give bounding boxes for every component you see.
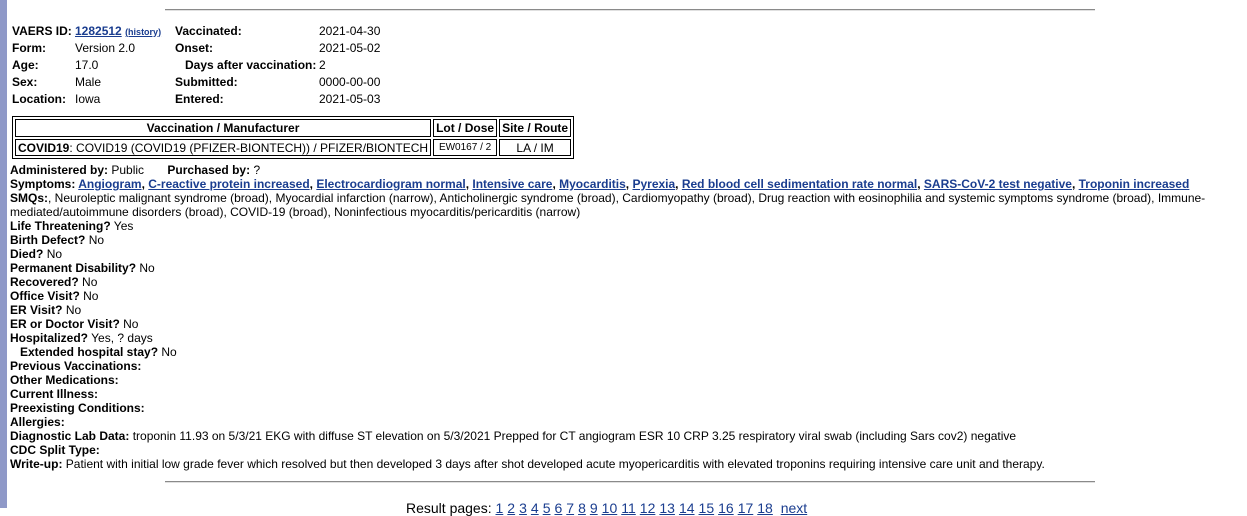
page-link[interactable]: 9 <box>589 500 598 516</box>
page-link[interactable]: 18 <box>757 500 773 516</box>
sex-label: Sex: <box>12 74 38 89</box>
onset-value: 2021-05-02 <box>319 40 381 55</box>
submitted-value: 0000-00-00 <box>319 74 381 89</box>
pager-label: Result pages: <box>406 500 492 516</box>
page-link[interactable]: 10 <box>601 500 618 516</box>
administered-line <box>10 163 1225 177</box>
died-label: Died? <box>10 247 44 261</box>
location-label: Location: <box>12 91 66 106</box>
page-link[interactable]: 13 <box>659 500 675 516</box>
extended-stay-value: No <box>161 345 177 359</box>
allergies-label: Allergies: <box>10 415 65 429</box>
life-threatening-label: Life Threatening? <box>10 219 111 233</box>
birth-defect-line <box>10 233 1225 247</box>
previous-vaccinations-label: Previous Vaccinations: <box>10 359 142 373</box>
record-info-table <box>12 22 380 107</box>
symptoms-line: Symptoms: Angiogram, C-reactive protein increased, Electrocardiogram normal, Intensive care, Myocarditis, Pyrexia, Red blood cell sedimentation rate normal, SARS-CoV-2 test negative, Troponin increased <box>10 177 1190 191</box>
purchased-value: ? <box>253 163 261 177</box>
days-after-value: 2 <box>319 57 326 72</box>
vaccine-name: : COVID19 (COVID19 (PFIZER-BIONTECH)) / PFIZER/BIONTECH <box>69 140 429 155</box>
er-doctor-visit-value: No <box>123 317 139 331</box>
er-visit-value: No <box>65 303 82 317</box>
life-threatening-line <box>10 219 1225 233</box>
disability-label: Permanent Disability? <box>10 261 137 275</box>
onset-label: Onset: <box>175 40 214 55</box>
page-link[interactable]: 17 <box>737 500 754 516</box>
page-link[interactable]: 14 <box>678 500 695 516</box>
extended-stay-label: Extended hospital stay? <box>20 345 159 359</box>
page-link[interactable]: 4 <box>530 500 539 516</box>
page-link[interactable]: 3 <box>519 500 527 516</box>
vaccination-table <box>12 116 574 159</box>
writeup-label: Write-up: <box>10 457 63 471</box>
hospitalized-line <box>10 331 1225 345</box>
symptom-link[interactable]: C-reactive protein increased <box>148 177 310 191</box>
vaers-id-link[interactable]: 1282512 <box>75 23 122 38</box>
administered-value: Public <box>111 163 145 177</box>
lot-dose-cell: EW0167 / 2 <box>433 139 497 156</box>
page-link[interactable]: 11 <box>621 500 636 516</box>
birth-defect-value: No <box>88 233 105 247</box>
symptoms-label: Symptoms: <box>10 177 76 191</box>
page-link[interactable]: 16 <box>718 500 734 516</box>
recovered-line <box>10 275 1225 289</box>
page-link[interactable]: 12 <box>639 500 656 516</box>
vaccination-header: Vaccination / Manufacturer <box>15 119 431 137</box>
purchased-label: Purchased by: <box>167 163 251 177</box>
symptom-link[interactable]: Angiogram <box>78 177 142 191</box>
result-pager <box>406 500 811 516</box>
symptom-link[interactable]: SARS-CoV-2 test negative <box>923 177 1072 191</box>
symptom-link[interactable]: Intensive care <box>472 177 553 191</box>
office-visit-value: No <box>83 289 99 303</box>
recovered-label: Recovered? <box>10 275 79 289</box>
report-details <box>10 163 1225 471</box>
recovered-value: No <box>82 275 98 289</box>
top-divider <box>165 9 1095 11</box>
smqs-text: , Neuroleptic malignant syndrome (broad), Myocardial infarction (narrow), Anticholinergic syndrome (broad), Cardiomyopathy (broad), Drug reaction with eosinophilia and systemic symptoms syndrome (broad), Immune-mediated/autoimmune disorders (broad), COVID-19 (broad), Noninfectious myocarditis/pericarditis (narrow) <box>10 191 1206 219</box>
form-label: Form: <box>12 40 46 55</box>
er-visit-label: ER Visit? <box>10 303 63 317</box>
page-link[interactable]: 5 <box>542 500 551 516</box>
cdc-split-type-label: CDC Split Type: <box>10 443 100 457</box>
died-line <box>10 247 1225 261</box>
preexisting-conditions-label: Preexisting Conditions: <box>10 401 145 415</box>
page-link[interactable]: 1 <box>495 500 504 516</box>
administered-label: Administered by: <box>10 163 109 177</box>
vaccine-type: COVID19 <box>18 140 70 155</box>
next-page-link[interactable]: next <box>780 500 808 516</box>
died-value: No <box>46 247 63 261</box>
page-link[interactable]: 7 <box>566 500 575 516</box>
vaccinated-label: Vaccinated: <box>175 23 242 38</box>
symptom-link[interactable]: Pyrexia <box>632 177 676 191</box>
bottom-divider <box>165 481 1095 483</box>
page-link[interactable]: 8 <box>578 500 586 516</box>
birth-defect-label: Birth Defect? <box>10 233 86 247</box>
current-illness-label: Current Illness: <box>10 387 99 401</box>
entered-label: Entered: <box>175 91 224 106</box>
life-threatening-value: Yes <box>113 219 134 233</box>
page-link[interactable]: 15 <box>698 500 715 516</box>
page-link[interactable]: 2 <box>507 500 516 516</box>
hospitalized-value: Yes, ? days <box>91 331 153 345</box>
office-visit-label: Office Visit? <box>10 289 80 303</box>
symptom-link[interactable]: Troponin increased <box>1078 177 1190 191</box>
office-visit-line <box>10 289 1225 303</box>
disability-line <box>10 261 1225 275</box>
site-route-cell: LA / IM <box>499 139 571 156</box>
other-medications-label: Other Medications: <box>10 373 119 387</box>
vaers-id-label: VAERS ID: <box>12 23 72 38</box>
extended-stay-line <box>10 345 1225 359</box>
lot-dose-header: Lot / Dose <box>433 119 497 137</box>
history-link[interactable]: (history) <box>125 26 162 37</box>
age-label: Age: <box>12 57 39 72</box>
vaccine-cell <box>15 139 431 156</box>
er-doctor-visit-label: ER or Doctor Visit? <box>10 317 120 331</box>
hospitalized-label: Hospitalized? <box>10 331 89 345</box>
site-route-header: Site / Route <box>499 119 571 137</box>
submitted-label: Submitted: <box>175 74 238 89</box>
smqs-line <box>10 191 1225 219</box>
er-doctor-visit-line <box>10 317 1225 331</box>
form-value: Version 2.0 <box>75 40 136 55</box>
symptom-link[interactable]: Myocarditis <box>559 177 626 191</box>
er-visit-line <box>10 303 1225 317</box>
location-value: Iowa <box>75 91 101 106</box>
symptom-link[interactable]: Red blood cell sedimentation rate normal <box>681 177 918 191</box>
lab-data-line <box>10 429 1225 443</box>
lab-data-text: troponin 11.93 on 5/3/21 EKG with diffuse ST elevation on 5/3/2021 Prepped for CT angiogram ESR 10 CRP 3.25 respiratory viral swab (including Sars cov2) negative <box>132 429 1017 443</box>
disability-value: No <box>139 261 155 275</box>
writeup-line <box>10 457 1225 471</box>
writeup-text: Patient with initial low grade fever which resolved but then developed 3 days after shot developed acute myopericarditis with elevated troponins requiring intensive care unit and therapy. <box>65 457 1045 471</box>
smqs-label: SMQs: <box>10 191 49 205</box>
symptom-link[interactable]: Electrocardiogram normal <box>316 177 466 191</box>
entered-value: 2021-05-03 <box>319 91 381 106</box>
days-after-label: Days after vaccination: <box>185 57 317 72</box>
age-value: 17.0 <box>75 57 99 72</box>
lab-data-label: Diagnostic Lab Data: <box>10 429 130 443</box>
page-link[interactable]: 6 <box>554 500 563 516</box>
left-border-bar <box>0 0 7 508</box>
vaccinated-value: 2021-04-30 <box>319 23 381 38</box>
sex-value: Male <box>75 74 102 89</box>
